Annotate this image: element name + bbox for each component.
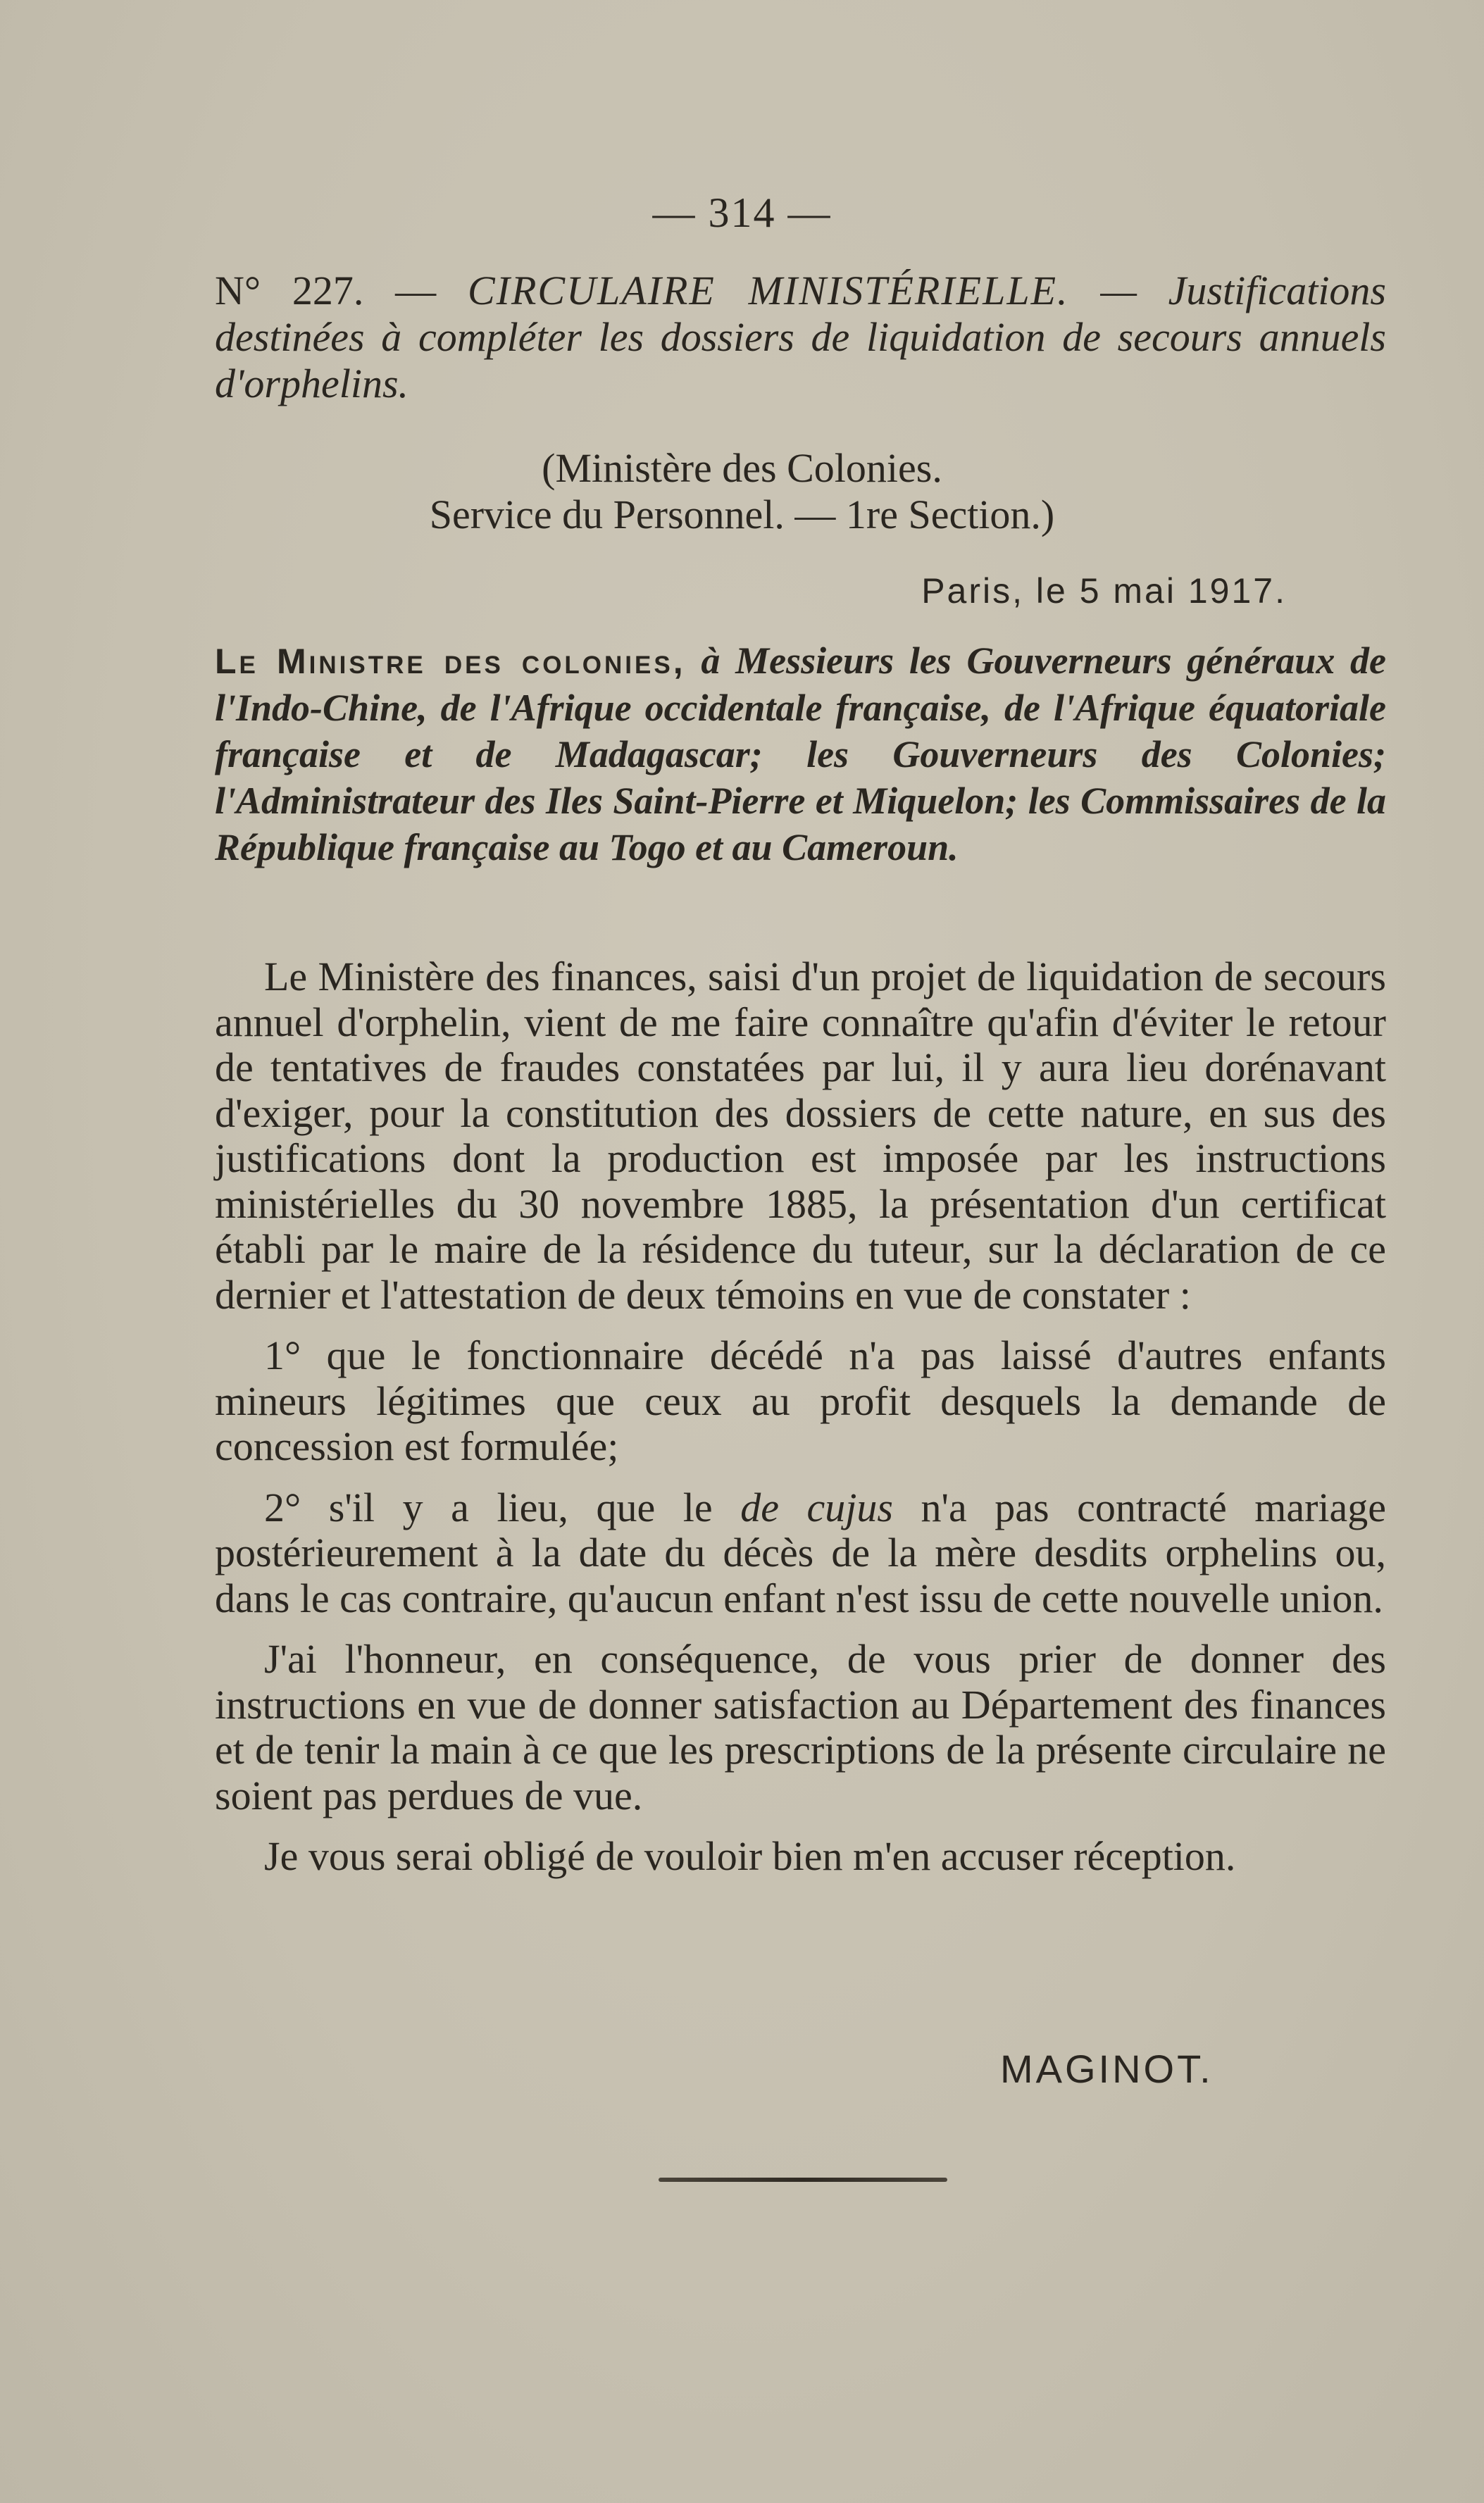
- paragraph-3-end: n'a pas contracté mariage postérieurement à la date du décès de la mère desdits orphelins ou, dans le cas contraire, qu'aucun enfant n'est issu de cette nouvelle union.: [215, 1484, 1387, 1621]
- circular-heading: [215, 268, 1386, 407]
- paragraph-3: [215, 1485, 1386, 1622]
- letter-body: [215, 954, 1386, 1895]
- circular-number: N° 227. —: [215, 268, 437, 313]
- circular-title: CIRCULAIRE MINISTÉRIELLE.: [467, 268, 1069, 313]
- circular-subject: — Justifications destinées à compléter les dossiers de liquidation de secours annuels d'orphelins.: [215, 268, 1387, 406]
- address-block: [215, 637, 1386, 870]
- ministry-reference: [0, 445, 1484, 538]
- page-number: — 314 —: [652, 189, 832, 236]
- paragraph-1: Le Ministère des finances, saisi d'un projet de liquidation de secours annuel d'orphelin, vient de me faire connaître qu'afin d'éviter le retour de tentatives de fraudes constatées par lui, il y aura lieu dorénavant d'exiger, pour la constitution des dossiers de cette nature, en sus des justifications dont la production est imposée par les instructions ministérielles du 30 novembre 1885, la présentation d'un certificat établi par le maire de la résidence du tuteur, sur la déclaration de ce dernier et l'attestation de deux témoins en vue de constater :: [215, 954, 1386, 1318]
- paragraph-2: 1° que le fonctionnaire décédé n'a pas laissé d'autres enfants mineurs légitimes que ceux au profit desquels la demande de concession est formulée;: [215, 1332, 1386, 1469]
- recipients: à Messieurs les Gouverneurs généraux de l'Indo-Chine, de l'Afrique occidentale française, de l'Afrique équatoriale française et de Madagascar; les Gouverneurs des Colonies; l'Administrateur des Iles Saint-Pierre et Miquelon; les Commissaires de la République française au Togo et au Cameroun.: [215, 639, 1387, 868]
- paragraph-3-start: 2° s'il y a lieu, que le: [264, 1484, 741, 1530]
- closing-rule: [659, 2178, 947, 2182]
- paragraph-4: J'ai l'honneur, en conséquence, de vous prier de donner des instructions en vue de donner satisfaction au Département des finances et de tenir la main à ce que les prescriptions de la présente circulaire ne soient pas perdues de vue.: [215, 1636, 1386, 1818]
- paragraph-5: Je vous serai obligé de vouloir bien m'en accuser réception.: [264, 1833, 1236, 1879]
- dateline: Paris, le 5 mai 1917.: [921, 571, 1287, 611]
- paragraph-3-latin-term: de cujus: [740, 1484, 893, 1530]
- ministry-line-2: Service du Personnel. — 1re Section.): [429, 492, 1055, 537]
- ministry-line-1: (Ministère des Colonies.: [542, 445, 942, 491]
- signature: MAGINOT.: [1000, 2047, 1214, 2091]
- sender: Le Ministre des colonies,: [215, 642, 686, 681]
